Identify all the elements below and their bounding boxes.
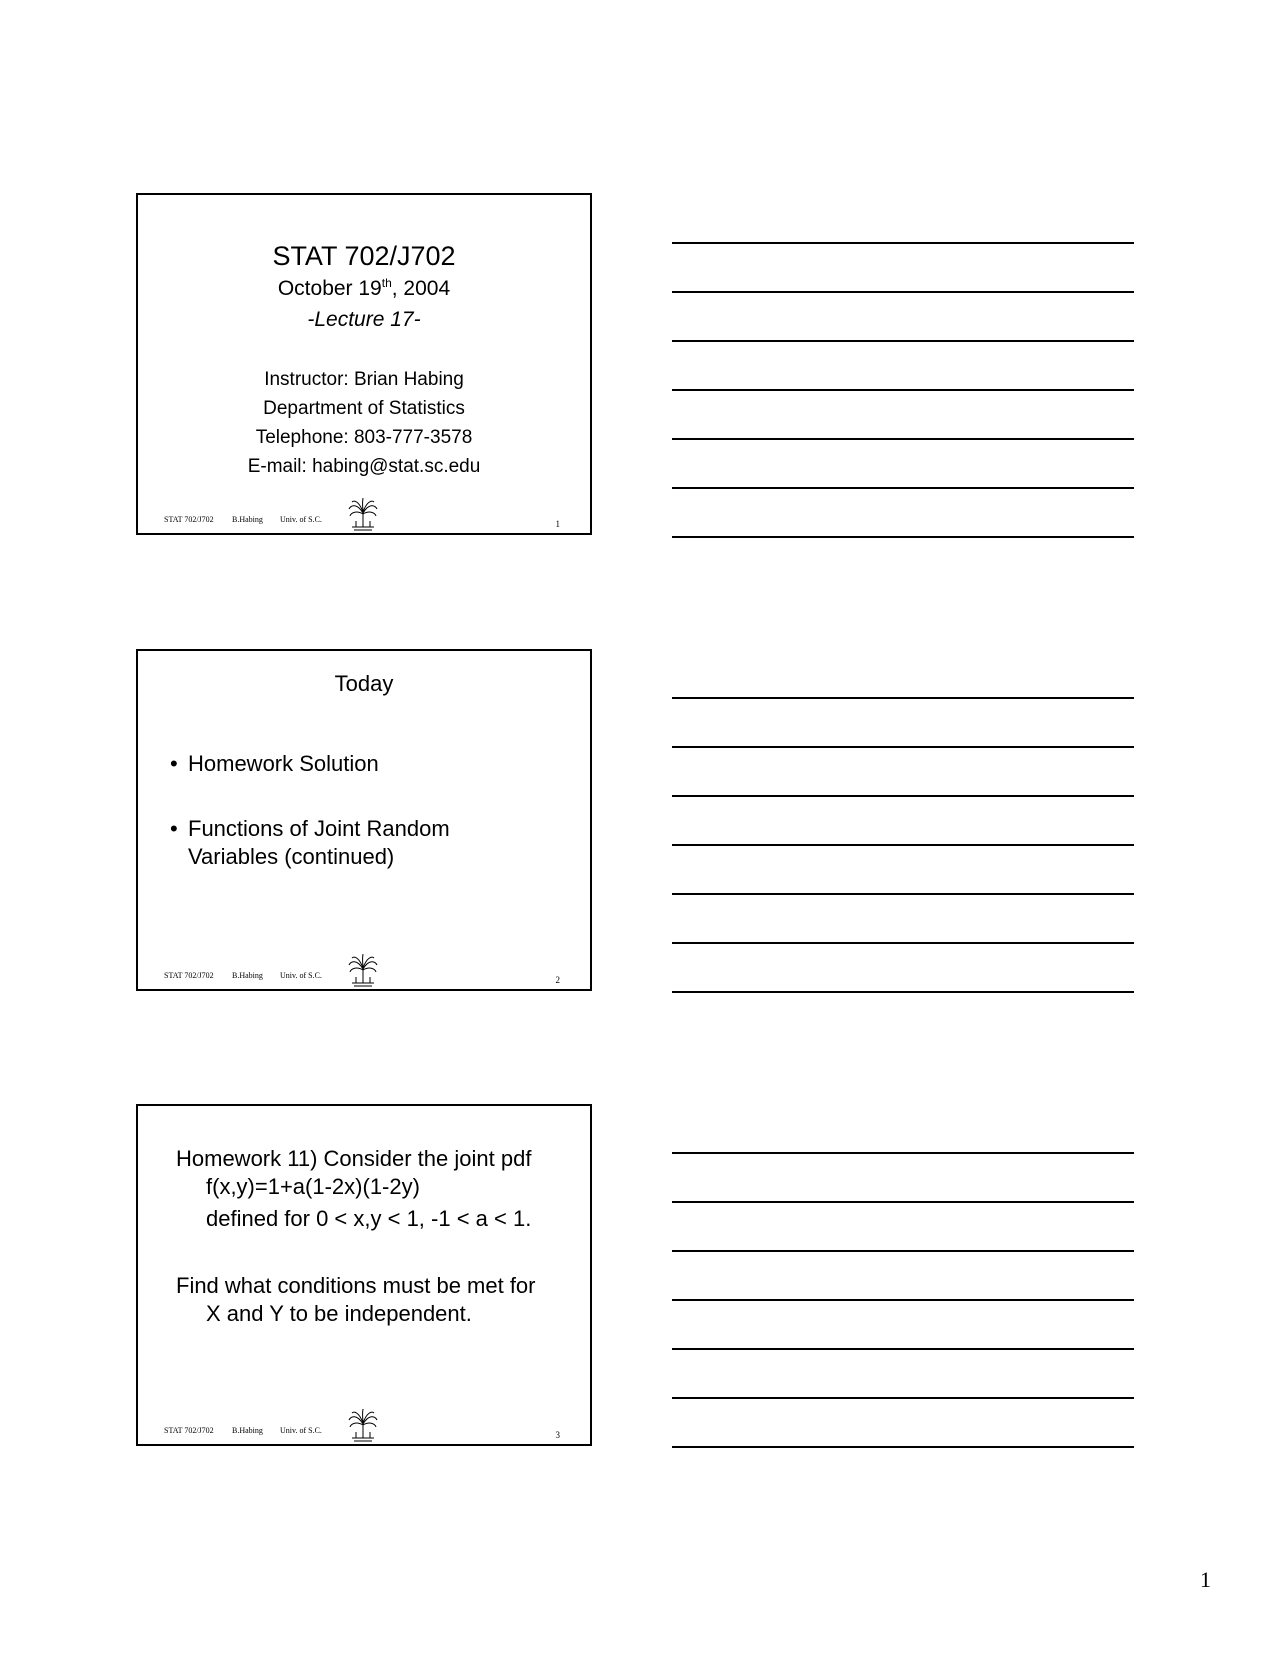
instructor-name: Instructor: Brian Habing bbox=[264, 369, 464, 390]
note-line bbox=[672, 844, 1134, 846]
note-line bbox=[672, 991, 1134, 993]
slide-number: 1 bbox=[555, 519, 560, 529]
bullet-text: Functions of Joint Random bbox=[188, 816, 450, 841]
note-line bbox=[672, 1201, 1134, 1203]
footer-univ: Univ. of S.C. bbox=[280, 515, 322, 524]
date-main: October 19 bbox=[277, 277, 382, 300]
homework-line: defined for 0 < x,y < 1, -1 < a < 1. bbox=[206, 1206, 532, 1231]
instructor-info bbox=[138, 365, 590, 481]
note-line bbox=[672, 536, 1134, 538]
slide-1 bbox=[136, 193, 592, 535]
lecture-number: -Lecture 17- bbox=[307, 308, 421, 331]
slide-title: Today bbox=[334, 671, 394, 696]
note-line bbox=[672, 1446, 1134, 1448]
palmetto-logo-icon bbox=[346, 497, 380, 533]
homework-line: Homework 11) Consider the joint pdf bbox=[176, 1146, 532, 1171]
homework-line: f(x,y)=1+a(1-2x)(1-2y) bbox=[206, 1174, 420, 1199]
homework-line: Find what conditions must be met for bbox=[176, 1273, 536, 1298]
note-line bbox=[672, 697, 1134, 699]
bullet-glyph: • bbox=[170, 816, 178, 841]
note-line bbox=[672, 438, 1134, 440]
slide-number: 3 bbox=[555, 1430, 560, 1440]
lecture-date bbox=[138, 276, 590, 301]
palmetto-logo-icon bbox=[346, 953, 380, 989]
slide-2 bbox=[136, 649, 592, 991]
note-line bbox=[672, 340, 1134, 342]
date-sup: th bbox=[381, 276, 392, 290]
date-tail: , 2004 bbox=[391, 277, 451, 300]
footer-course: STAT 702/J702 bbox=[164, 971, 214, 980]
slide-number: 2 bbox=[555, 975, 560, 985]
note-line bbox=[672, 942, 1134, 944]
note-line bbox=[672, 1348, 1134, 1350]
footer-course: STAT 702/J702 bbox=[164, 515, 214, 524]
note-line bbox=[672, 291, 1134, 293]
note-line bbox=[672, 795, 1134, 797]
note-line bbox=[672, 1397, 1134, 1399]
note-line bbox=[672, 242, 1134, 244]
department: Department of Statistics bbox=[263, 398, 465, 419]
palmetto-logo-icon bbox=[346, 1408, 380, 1444]
homework-line: X and Y to be independent. bbox=[206, 1301, 472, 1326]
bullet-glyph: • bbox=[170, 751, 178, 776]
footer-author: B.Habing bbox=[232, 971, 263, 980]
footer-author: B.Habing bbox=[232, 515, 263, 524]
note-line bbox=[672, 746, 1134, 748]
page-number: 1 bbox=[1200, 1567, 1211, 1592]
email: E-mail: habing@stat.sc.edu bbox=[247, 456, 481, 477]
slide-3 bbox=[136, 1104, 592, 1446]
note-line bbox=[672, 389, 1134, 391]
bullet-text-continued: Variables (continued) bbox=[188, 844, 395, 869]
footer-univ: Univ. of S.C. bbox=[280, 971, 322, 980]
bullet-text: Homework Solution bbox=[188, 751, 379, 776]
note-line bbox=[672, 1152, 1134, 1154]
footer-univ: Univ. of S.C. bbox=[280, 1426, 322, 1435]
footer-course: STAT 702/J702 bbox=[164, 1426, 214, 1435]
telephone: Telephone: 803-777-3578 bbox=[255, 427, 473, 448]
footer-author: B.Habing bbox=[232, 1426, 263, 1435]
note-line bbox=[672, 1250, 1134, 1252]
note-line bbox=[672, 1299, 1134, 1301]
note-line bbox=[672, 487, 1134, 489]
slide-title: STAT 702/J702 bbox=[272, 241, 456, 271]
note-line bbox=[672, 893, 1134, 895]
